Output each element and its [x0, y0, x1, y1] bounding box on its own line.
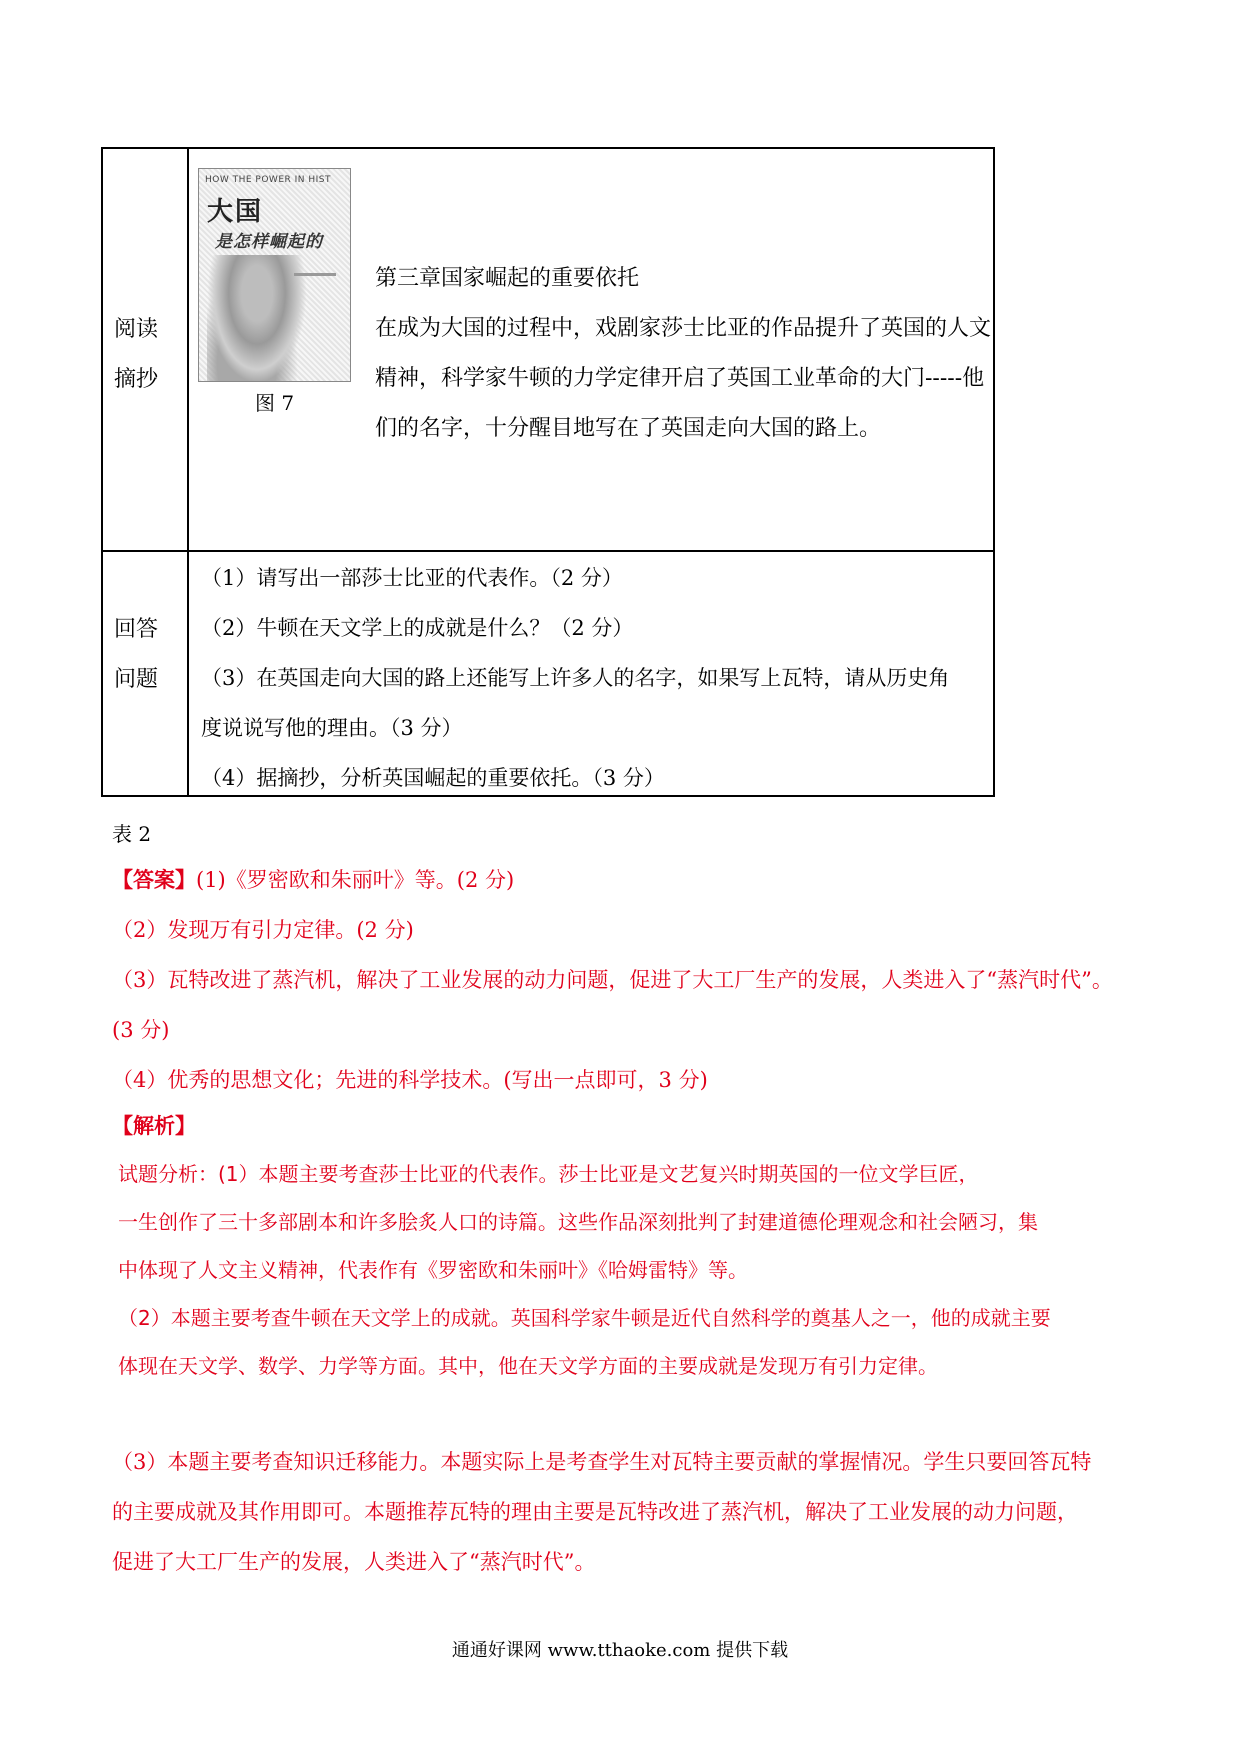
table-caption: 表 2	[112, 822, 152, 846]
reading-line: 精神，科学家牛顿的力学定律开启了英国工业革命的大门-----他	[375, 366, 985, 391]
answer-text: (1)《罗密欧和朱丽叶》等。(2 分)	[196, 868, 515, 892]
question-item: （2）牛顿在天文学上的成就是什么？（2 分）	[201, 616, 634, 640]
book-english-title: HOW THE POWER IN HIST	[205, 175, 332, 185]
analysis-line: （2）本题主要考查牛顿在天文学上的成就。英国科学家牛顿是近代自然科学的奠基人之一，他的成就主要	[118, 1306, 1051, 1330]
reading-line: 第三章国家崛起的重要依托	[375, 266, 640, 291]
row-label-line: 回答	[114, 617, 159, 642]
analysis-line: 一生创作了三十多部剧本和许多脍炙人口的诗篇。这些作品深刻批判了封建道德伦理观念和社会陋习，集	[118, 1210, 1038, 1234]
reading-line: 们的名字，十分醒目地写在了英国走向大国的路上。	[375, 416, 882, 441]
question-table	[101, 147, 995, 797]
questions-row	[103, 552, 993, 797]
answer-line: (3 分)	[112, 1018, 170, 1042]
answer-line: （4）优秀的思想文化；先进的科学技术。(写出一点即可，3 分)	[112, 1068, 708, 1092]
analysis-line: 试题分析：(1）本题主要考查莎士比亚的代表作。莎士比亚是文艺复兴时期英国的一位文学巨匠，	[118, 1162, 979, 1186]
question-item: （4）据摘抄，分析英国崛起的重要依托。（3 分）	[201, 766, 665, 790]
analysis-line: （3）本题主要考查知识迁移能力。本题实际上是考查学生对瓦特主要贡献的掌握情况。学生只要回答瓦特	[112, 1450, 1092, 1474]
row-label-cell	[103, 552, 189, 797]
analysis-line: 促进了大工厂生产的发展，人类进入了“蒸汽时代”。	[112, 1550, 596, 1574]
page-footer: 通通好课网 www.tthaoke.com 提供下载	[451, 1640, 789, 1661]
reading-excerpt-row	[103, 149, 993, 552]
figure-caption: 图 7	[255, 391, 295, 415]
reading-line: 在成为大国的过程中，戏剧家莎士比亚的作品提升了英国的人文	[375, 316, 992, 341]
row-label-line: 摘抄	[114, 367, 159, 392]
statue-illustration	[207, 255, 307, 382]
row-label-line: 阅读	[114, 317, 159, 342]
row-label-line: 问题	[114, 667, 159, 692]
analysis-heading: 【解析】	[112, 1113, 196, 1138]
answer-line: （3）瓦特改进了蒸汽机，解决了工业发展的动力问题，促进了大工厂生产的发展，人类进入了“蒸汽时代”。	[112, 968, 1113, 992]
book-author-mark	[294, 273, 336, 276]
analysis-line: 体现在天文学、数学、力学等方面。其中，他在天文学方面的主要成就是发现万有引力定律。	[118, 1354, 938, 1378]
answer-line	[112, 864, 514, 894]
book-subtitle: 是怎样崛起的	[215, 232, 323, 252]
analysis-line: 中体现了人文主义精神，代表作有《罗密欧和朱丽叶》《哈姆雷特》等。	[118, 1258, 748, 1282]
question-item: （3）在英国走向大国的路上还能写上许多人的名字，如果写上瓦特，请从历史角	[201, 666, 950, 690]
answer-heading: 【答案】	[112, 867, 196, 892]
analysis-line: 的主要成就及其作用即可。本题推荐瓦特的理由主要是瓦特改进了蒸汽机，解决了工业发展的动力问题，	[112, 1500, 1078, 1524]
book-cover-image	[198, 168, 351, 382]
row-label-cell	[103, 149, 189, 550]
question-item: 度说说写他的理由。（3 分）	[201, 716, 463, 740]
book-title: 大国	[207, 197, 264, 227]
question-item: （1）请写出一部莎士比亚的代表作。（2 分）	[201, 566, 623, 590]
answer-line: （2）发现万有引力定律。(2 分)	[112, 918, 414, 942]
